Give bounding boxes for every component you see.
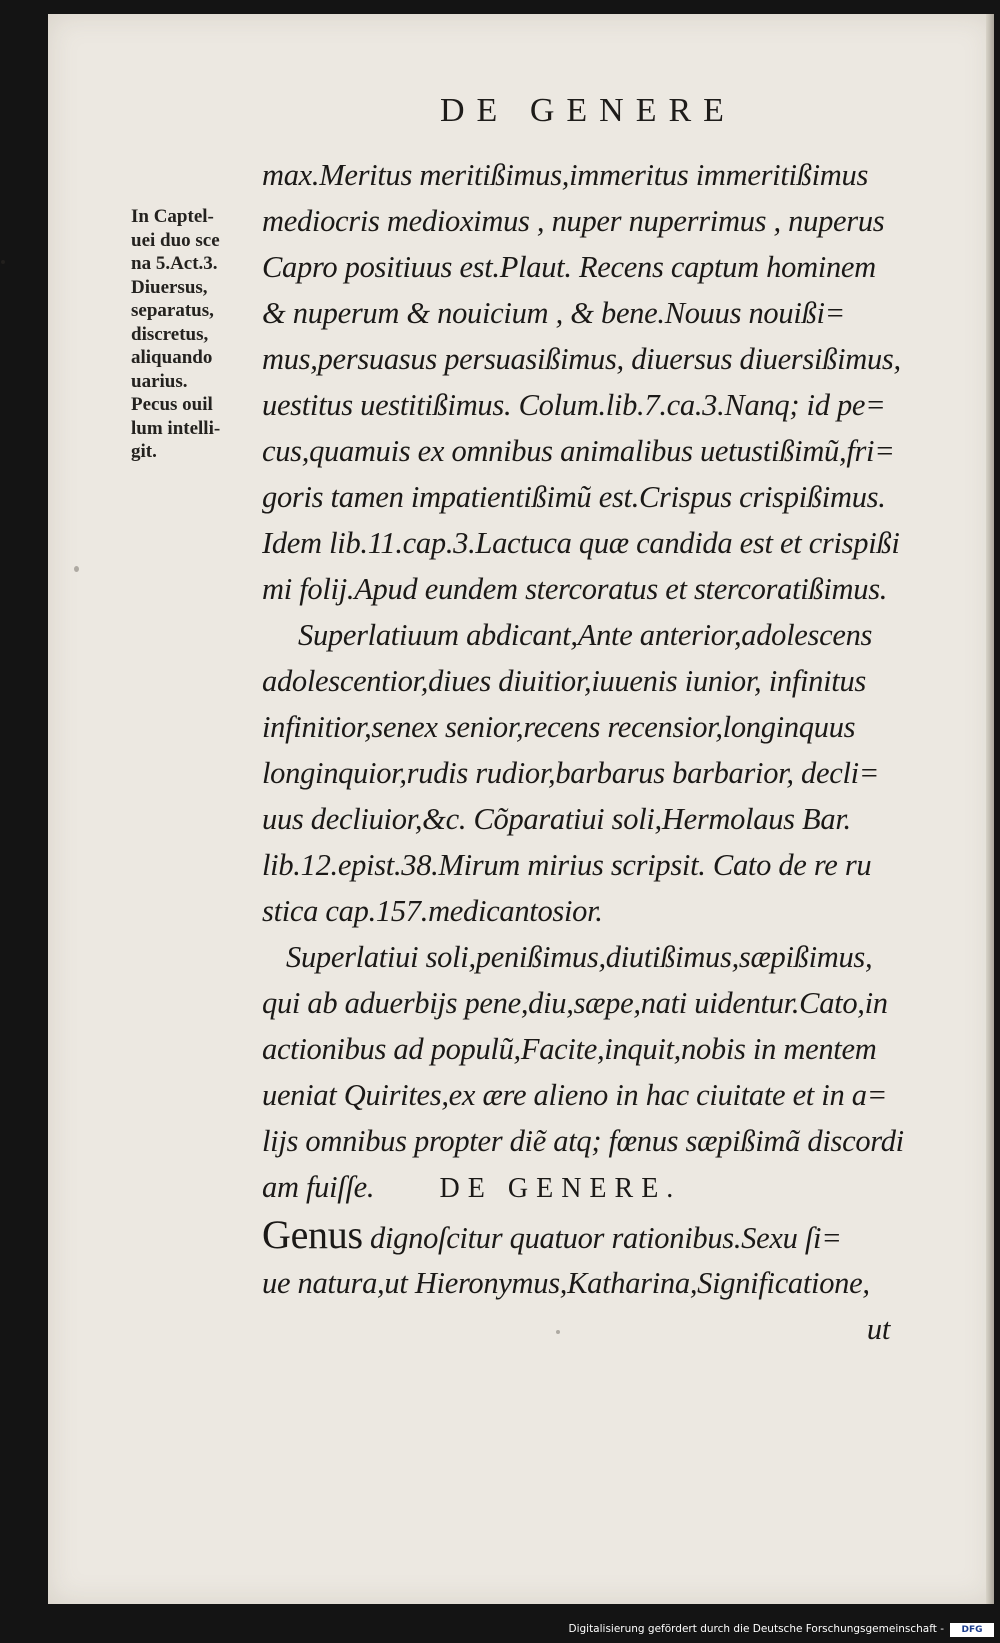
digitization-credit: Digitalisierung gefördert durch die Deutsche Forschungsgemeinschaft - bbox=[568, 1623, 944, 1635]
body-text bbox=[262, 152, 942, 1352]
text-line: uus decliuior,&c. Cõparatiui soli,Hermolaus Bar. bbox=[262, 802, 851, 836]
paper-spot bbox=[74, 566, 79, 572]
text-line: Capro positiuus est.Plaut. Recens captum hominem bbox=[262, 250, 876, 284]
text-line: lib.12.epist.38.Mirum mirius scripsit. Cato de re ru bbox=[262, 848, 872, 882]
genus-initial-word: Genus bbox=[262, 1212, 363, 1257]
text-line: Idem lib.11.cap.3.Lactuca quæ candida est et crispißi bbox=[262, 526, 900, 560]
text-line: & nuperum & nouicium , & bene.Nouus nouißi= bbox=[262, 296, 845, 330]
text-fragment: am fuiſſe. bbox=[262, 1170, 375, 1204]
text-line: ueniat Quirites,ex ære alieno in hac ciuitate et in a= bbox=[262, 1078, 887, 1112]
marginal-note-line: uarius. bbox=[131, 370, 188, 392]
marginal-note-line: In Captel- bbox=[131, 206, 214, 227]
marginal-note-line: separatus, bbox=[131, 300, 214, 321]
dfg-logo: DFG bbox=[950, 1623, 994, 1637]
text-line: longinquior,rudis rudior,barbarus barbarior, decli= bbox=[262, 756, 880, 790]
text-line: goris tamen impatientißimũ est.Crispus crispißimus. bbox=[262, 480, 886, 514]
marginal-notes bbox=[131, 205, 256, 464]
text-line: stica cap.157.medicantosior. bbox=[262, 894, 603, 928]
marginal-note-line: Diuersus, bbox=[131, 276, 208, 298]
text-line: ue natura,ut Hieronymus,Katharina,Significatione, bbox=[262, 1266, 870, 1300]
text-line bbox=[262, 1164, 942, 1210]
marginal-note-line: Pecus ouil bbox=[131, 394, 213, 415]
text-line bbox=[262, 1210, 942, 1260]
paper-spot bbox=[556, 1330, 560, 1334]
marginal-note-line: aliquando bbox=[131, 347, 213, 368]
text-line: max.Meritus meritißimus,immeritus immeritißimus bbox=[262, 158, 869, 192]
text-line: qui ab aduerbijs pene,diu,sæpe,nati uidentur.Cato,in bbox=[262, 986, 888, 1020]
text-line: adolescentior,diues diuitior,iuuenis iunior, infinitus bbox=[262, 664, 866, 698]
text-line: Superlatiui soli,penißimus,diutißimus,sæpißimus, bbox=[286, 940, 873, 974]
section-heading: DE GENERE. bbox=[439, 1173, 682, 1204]
text-fragment: dignoſcitur quatuor rationibus.Sexu ſi= bbox=[362, 1221, 842, 1255]
marginal-note-line: lum intelli- bbox=[131, 417, 221, 439]
text-line: infinitior,senex senior,recens recensior,longinquus bbox=[262, 710, 856, 744]
text-line: uestitus uestitißimus. Colum.lib.7.ca.3.Nanq; id pe= bbox=[262, 388, 886, 422]
paper-spot bbox=[1, 260, 5, 264]
marginal-note-line: uei duo sce bbox=[131, 229, 220, 251]
running-header: DE GENERE bbox=[440, 92, 736, 129]
text-line: Superlatiuum abdicant,Ante anterior,adolescens bbox=[298, 618, 873, 652]
catchword: ut bbox=[866, 1312, 890, 1346]
marginal-note-line: discretus, bbox=[131, 323, 209, 345]
text-line: mediocris medioximus , nuper nuperrimus , nuperus bbox=[262, 204, 885, 238]
text-line: lijs omnibus propter diẽ atq; fœnus sæpißimã discordi bbox=[262, 1124, 904, 1158]
text-line: cus,quamuis ex omnibus animalibus uetustißimũ,fri= bbox=[262, 434, 895, 468]
text-line: mi folij.Apud eundem stercoratus et stercoratißimus. bbox=[262, 572, 888, 606]
marginal-note-line: git. bbox=[131, 441, 157, 462]
marginal-note-line: na 5.Act.3. bbox=[131, 253, 218, 274]
page-edge bbox=[986, 14, 994, 1604]
text-line: actionibus ad populũ,Facite,inquit,nobis in mentem bbox=[262, 1032, 877, 1066]
text-line: mus,persuasus persuasißimus, diuersus diuersißimus, bbox=[262, 342, 901, 376]
